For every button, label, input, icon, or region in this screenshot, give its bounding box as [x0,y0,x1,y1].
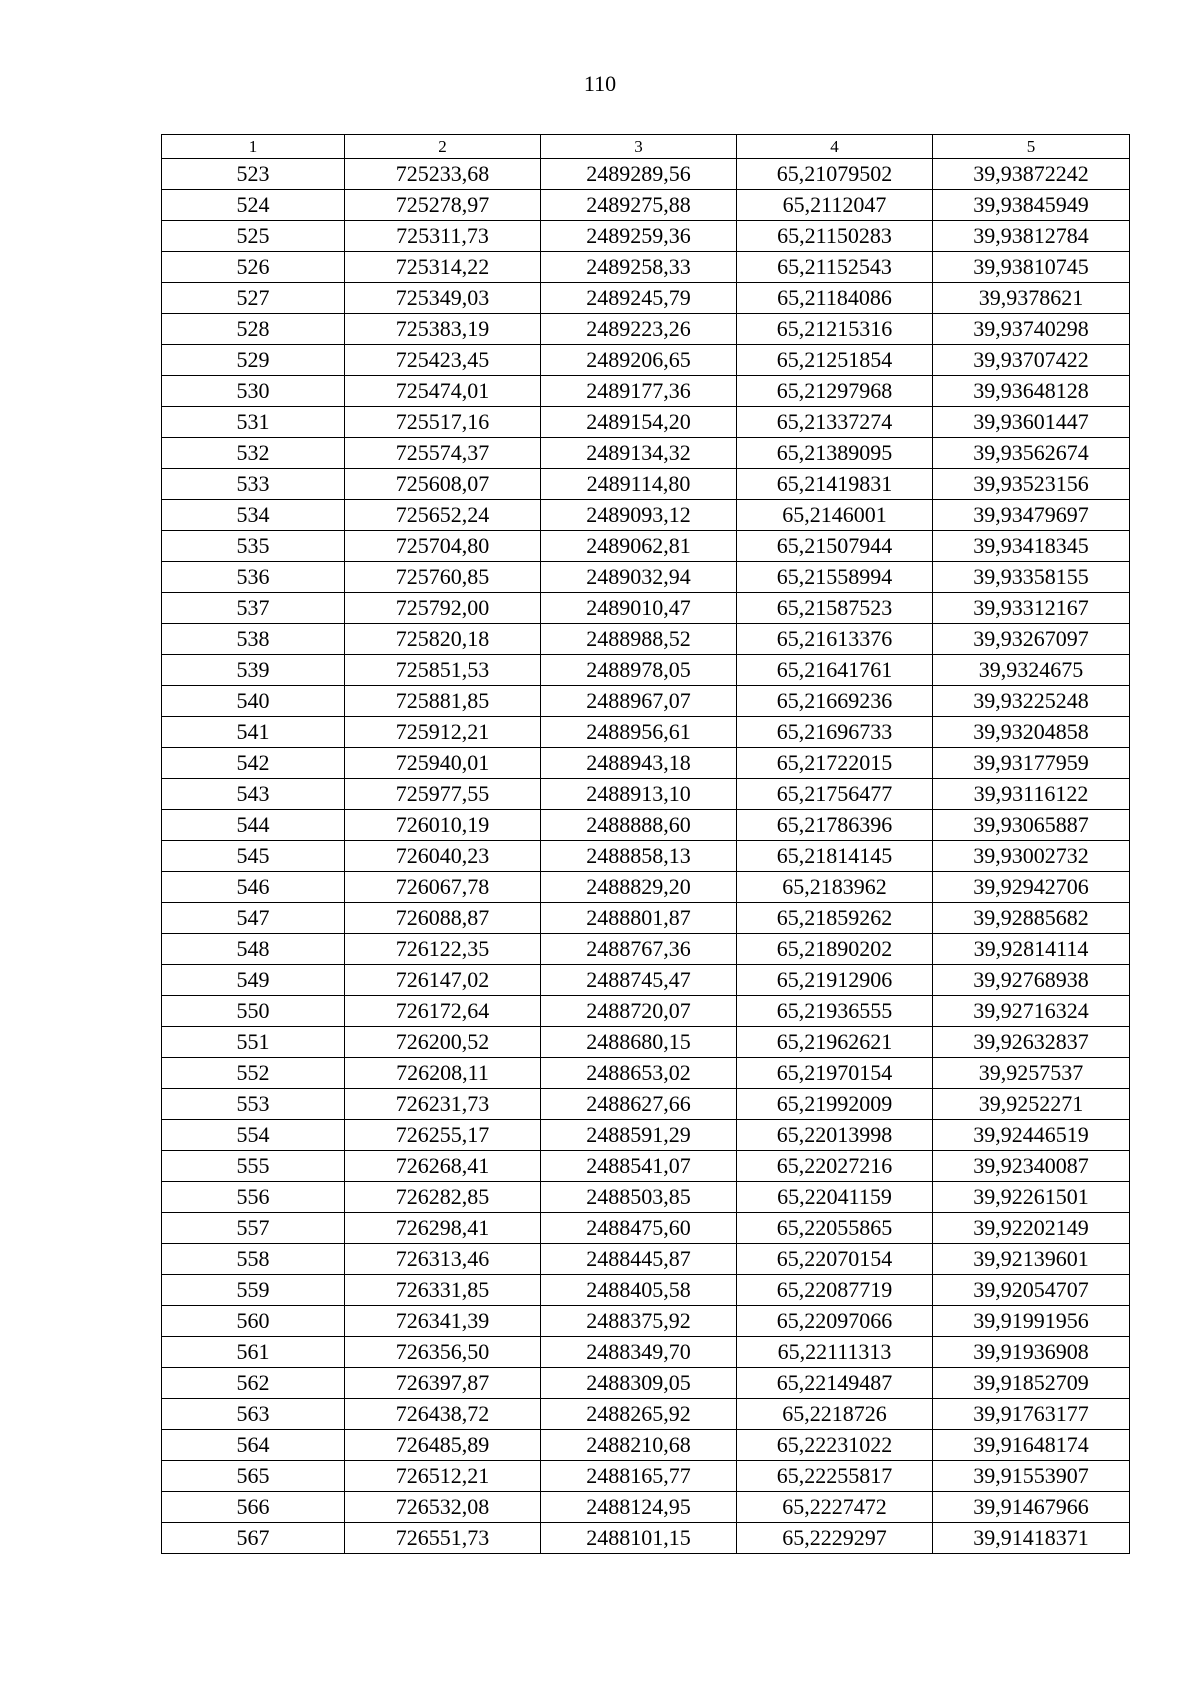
table-cell: 65,22027216 [737,1151,933,1182]
table-row [162,283,1130,314]
table-cell: 65,22149487 [737,1368,933,1399]
table-cell: 554 [162,1120,345,1151]
table-cell: 65,22255817 [737,1461,933,1492]
table-cell: 531 [162,407,345,438]
table-cell: 39,93065887 [933,810,1130,841]
table-cell: 39,91936908 [933,1337,1130,1368]
table-cell: 726298,41 [345,1213,541,1244]
table-cell: 557 [162,1213,345,1244]
table-cell: 39,92885682 [933,903,1130,934]
table-row [162,1182,1130,1213]
table-cell: 529 [162,345,345,376]
table-cell: 39,93872242 [933,159,1130,190]
table-cell: 2488858,13 [541,841,737,872]
table-cell: 39,91648174 [933,1430,1130,1461]
table-cell: 2488988,52 [541,624,737,655]
table-cell: 538 [162,624,345,655]
table-row [162,1461,1130,1492]
table-cell: 65,21859262 [737,903,933,934]
table-cell: 65,21297968 [737,376,933,407]
table-cell: 2488943,18 [541,748,737,779]
table-cell: 2488680,15 [541,1027,737,1058]
table-row [162,1151,1130,1182]
table-cell: 39,93740298 [933,314,1130,345]
table-cell: 548 [162,934,345,965]
table-cell: 2489258,33 [541,252,737,283]
column-header: 4 [737,135,933,159]
table-cell: 726088,87 [345,903,541,934]
table-row [162,624,1130,655]
table-cell: 565 [162,1461,345,1492]
table-cell: 65,22055865 [737,1213,933,1244]
table-cell: 530 [162,376,345,407]
table-cell: 39,93845949 [933,190,1130,221]
table-cell: 65,21912906 [737,965,933,996]
table-cell: 39,92261501 [933,1182,1130,1213]
table-cell: 2488956,61 [541,717,737,748]
table-row [162,810,1130,841]
table-cell: 39,92340087 [933,1151,1130,1182]
table-cell: 523 [162,159,345,190]
table-cell: 2489275,88 [541,190,737,221]
table-cell: 547 [162,903,345,934]
table-cell: 65,21786396 [737,810,933,841]
table-cell: 2489093,12 [541,500,737,531]
table-cell: 532 [162,438,345,469]
table-cell: 2489223,26 [541,314,737,345]
table-cell: 39,92716324 [933,996,1130,1027]
table-cell: 2489259,36 [541,221,737,252]
table-cell: 65,21756477 [737,779,933,810]
table-cell: 39,93523156 [933,469,1130,500]
table-cell: 65,22097066 [737,1306,933,1337]
table-cell: 725940,01 [345,748,541,779]
table-cell: 2488801,87 [541,903,737,934]
table-cell: 39,92202149 [933,1213,1130,1244]
table-cell: 2489032,94 [541,562,737,593]
table-cell: 2488405,58 [541,1275,737,1306]
table-cell: 552 [162,1058,345,1089]
table-cell: 725349,03 [345,283,541,314]
table-cell: 528 [162,314,345,345]
table-body [162,159,1130,1554]
table-cell: 2488349,70 [541,1337,737,1368]
table-cell: 65,2146001 [737,500,933,531]
table-cell: 542 [162,748,345,779]
table-cell: 726331,85 [345,1275,541,1306]
table-cell: 726313,46 [345,1244,541,1275]
table-cell: 65,21970154 [737,1058,933,1089]
table-cell: 2488101,15 [541,1523,737,1554]
table-row [162,500,1130,531]
table-cell: 39,92942706 [933,872,1130,903]
table-row [162,779,1130,810]
table-row [162,903,1130,934]
table-row [162,469,1130,500]
table-cell: 726010,19 [345,810,541,841]
column-header: 1 [162,135,345,159]
table-cell: 535 [162,531,345,562]
table-row [162,159,1130,190]
table-cell: 65,22041159 [737,1182,933,1213]
table-cell: 65,22070154 [737,1244,933,1275]
table-cell: 725233,68 [345,159,541,190]
table-cell: 562 [162,1368,345,1399]
table-row [162,221,1130,252]
table-cell: 65,21558994 [737,562,933,593]
table-cell: 533 [162,469,345,500]
table-cell: 2489134,32 [541,438,737,469]
table-cell: 39,93479697 [933,500,1130,531]
page-number: 110 [583,71,617,96]
table-cell: 65,21419831 [737,469,933,500]
table-cell: 2488475,60 [541,1213,737,1244]
table-cell: 726122,35 [345,934,541,965]
table-cell: 726512,21 [345,1461,541,1492]
table-cell: 2488913,10 [541,779,737,810]
table-cell: 39,9378621 [933,283,1130,314]
table-row [162,748,1130,779]
table-cell: 2488591,29 [541,1120,737,1151]
table-row [162,1027,1130,1058]
table-row [162,934,1130,965]
table-cell: 725311,73 [345,221,541,252]
table-cell: 39,91467966 [933,1492,1130,1523]
table-row [162,1275,1130,1306]
table-cell: 2488888,60 [541,810,737,841]
table-cell: 39,91852709 [933,1368,1130,1399]
table-cell: 39,9252271 [933,1089,1130,1120]
table-cell: 65,22087719 [737,1275,933,1306]
table-cell: 39,93312167 [933,593,1130,624]
table-cell: 39,93707422 [933,345,1130,376]
table-row [162,376,1130,407]
table-cell: 39,93418345 [933,531,1130,562]
table-cell: 65,21669236 [737,686,933,717]
table-row [162,593,1130,624]
table-cell: 2488309,05 [541,1368,737,1399]
table-cell: 65,21507944 [737,531,933,562]
table-cell: 725820,18 [345,624,541,655]
table-cell: 726397,87 [345,1368,541,1399]
table-cell: 560 [162,1306,345,1337]
table-cell: 2488653,02 [541,1058,737,1089]
table-row [162,1058,1130,1089]
table-cell: 39,93225248 [933,686,1130,717]
table-cell: 555 [162,1151,345,1182]
table-row [162,1492,1130,1523]
table-cell: 539 [162,655,345,686]
table-cell: 39,92446519 [933,1120,1130,1151]
table-cell: 2489177,36 [541,376,737,407]
table-cell: 726282,85 [345,1182,541,1213]
table-cell: 725704,80 [345,531,541,562]
table-cell: 2488627,66 [541,1089,737,1120]
table-cell: 725517,16 [345,407,541,438]
table-cell: 2488978,05 [541,655,737,686]
table-cell: 39,93810745 [933,252,1130,283]
table-cell: 725652,24 [345,500,541,531]
table-cell: 39,93204858 [933,717,1130,748]
table-cell: 726067,78 [345,872,541,903]
table-cell: 65,21613376 [737,624,933,655]
table-cell: 564 [162,1430,345,1461]
table-cell: 726551,73 [345,1523,541,1554]
table-cell: 65,21150283 [737,221,933,252]
table-cell: 525 [162,221,345,252]
table-cell: 65,21936555 [737,996,933,1027]
table-cell: 39,91763177 [933,1399,1130,1430]
table-cell: 39,9257537 [933,1058,1130,1089]
table-cell: 39,93267097 [933,624,1130,655]
table-cell: 725423,45 [345,345,541,376]
table-cell: 39,91991956 [933,1306,1130,1337]
table-cell: 726255,17 [345,1120,541,1151]
table-cell: 551 [162,1027,345,1058]
table-cell: 546 [162,872,345,903]
table-cell: 2488210,68 [541,1430,737,1461]
table-cell: 2488375,92 [541,1306,737,1337]
table-cell: 65,21152543 [737,252,933,283]
table-cell: 2488445,87 [541,1244,737,1275]
table-cell: 726040,23 [345,841,541,872]
table-cell: 65,2218726 [737,1399,933,1430]
table-cell: 2489154,20 [541,407,737,438]
table-cell: 527 [162,283,345,314]
table-cell: 537 [162,593,345,624]
table-cell: 726438,72 [345,1399,541,1430]
table-row [162,345,1130,376]
table-cell: 553 [162,1089,345,1120]
table-cell: 65,21722015 [737,748,933,779]
table-cell: 725792,00 [345,593,541,624]
table-cell: 2489289,56 [541,159,737,190]
table-row [162,1089,1130,1120]
table-cell: 39,93002732 [933,841,1130,872]
table-row [162,438,1130,469]
table-cell: 726172,64 [345,996,541,1027]
table-cell: 39,92054707 [933,1275,1130,1306]
table-cell: 726485,89 [345,1430,541,1461]
table-cell: 725608,07 [345,469,541,500]
table-cell: 559 [162,1275,345,1306]
table-cell: 543 [162,779,345,810]
table-cell: 65,21337274 [737,407,933,438]
table-cell: 524 [162,190,345,221]
table-cell: 39,91418371 [933,1523,1130,1554]
table-row [162,407,1130,438]
table-cell: 536 [162,562,345,593]
table-cell: 556 [162,1182,345,1213]
table-cell: 39,93358155 [933,562,1130,593]
table-cell: 725912,21 [345,717,541,748]
table-cell: 65,21962621 [737,1027,933,1058]
table-cell: 2488503,85 [541,1182,737,1213]
table-row [162,314,1130,345]
coordinates-table [161,134,1130,1554]
table-row [162,1244,1130,1275]
table-cell: 526 [162,252,345,283]
table-row [162,655,1130,686]
table-cell: 726341,39 [345,1306,541,1337]
table-cell: 567 [162,1523,345,1554]
column-header: 2 [345,135,541,159]
table-cell: 65,21215316 [737,314,933,345]
table-cell: 725760,85 [345,562,541,593]
table-cell: 566 [162,1492,345,1523]
table-cell: 725977,55 [345,779,541,810]
table-cell: 2489206,65 [541,345,737,376]
table-cell: 65,22013998 [737,1120,933,1151]
table-row [162,717,1130,748]
table-header [162,135,1130,159]
table-cell: 39,93601447 [933,407,1130,438]
table-row [162,1399,1130,1430]
table-row [162,1306,1130,1337]
table-cell: 563 [162,1399,345,1430]
table-cell: 65,22231022 [737,1430,933,1461]
table-cell: 2488767,36 [541,934,737,965]
table-row [162,872,1130,903]
table-cell: 65,21251854 [737,345,933,376]
table-cell: 550 [162,996,345,1027]
table-cell: 726231,73 [345,1089,541,1120]
table-cell: 65,2183962 [737,872,933,903]
table-cell: 534 [162,500,345,531]
header-row [162,135,1130,159]
table-cell: 39,93812784 [933,221,1130,252]
table-cell: 65,21814145 [737,841,933,872]
table-cell: 65,21696733 [737,717,933,748]
table-row [162,1368,1130,1399]
table-cell: 65,2227472 [737,1492,933,1523]
table-cell: 2488265,92 [541,1399,737,1430]
table-cell: 725851,53 [345,655,541,686]
table-row [162,1337,1130,1368]
table-row [162,1430,1130,1461]
table-cell: 2488541,07 [541,1151,737,1182]
table-cell: 726208,11 [345,1058,541,1089]
table-cell: 39,92139601 [933,1244,1130,1275]
table-cell: 725278,97 [345,190,541,221]
table-cell: 2488829,20 [541,872,737,903]
table-cell: 725314,22 [345,252,541,283]
table-cell: 2489114,80 [541,469,737,500]
table-cell: 726356,50 [345,1337,541,1368]
table-cell: 725474,01 [345,376,541,407]
table-cell: 39,91553907 [933,1461,1130,1492]
table-cell: 65,21641761 [737,655,933,686]
table-cell: 561 [162,1337,345,1368]
table-cell: 39,93177959 [933,748,1130,779]
table-row [162,190,1130,221]
table-cell: 545 [162,841,345,872]
table-cell: 726268,41 [345,1151,541,1182]
table-cell: 65,21890202 [737,934,933,965]
table-cell: 2488165,77 [541,1461,737,1492]
table-cell: 726147,02 [345,965,541,996]
table-cell: 2488124,95 [541,1492,737,1523]
table-cell: 2488745,47 [541,965,737,996]
table-cell: 65,2112047 [737,190,933,221]
table-cell: 2489010,47 [541,593,737,624]
table-cell: 65,21992009 [737,1089,933,1120]
table-cell: 39,9324675 [933,655,1130,686]
table-cell: 2489062,81 [541,531,737,562]
table-cell: 65,21389095 [737,438,933,469]
table-cell: 2488720,07 [541,996,737,1027]
table-cell: 39,92814114 [933,934,1130,965]
table-row [162,1120,1130,1151]
table-cell: 541 [162,717,345,748]
table-cell: 549 [162,965,345,996]
table-cell: 65,21184086 [737,283,933,314]
table-row [162,965,1130,996]
table-cell: 39,93116122 [933,779,1130,810]
table-cell: 39,92768938 [933,965,1130,996]
column-header: 5 [933,135,1130,159]
table-cell: 2489245,79 [541,283,737,314]
table-row [162,531,1130,562]
table-cell: 726200,52 [345,1027,541,1058]
table-cell: 65,21079502 [737,159,933,190]
table-cell: 544 [162,810,345,841]
table-cell: 2488967,07 [541,686,737,717]
table-cell: 39,93562674 [933,438,1130,469]
table-cell: 558 [162,1244,345,1275]
table-cell: 39,92632837 [933,1027,1130,1058]
table-cell: 725881,85 [345,686,541,717]
table-row [162,1213,1130,1244]
table-cell: 725574,37 [345,438,541,469]
table-cell: 725383,19 [345,314,541,345]
table-cell: 726532,08 [345,1492,541,1523]
table-cell: 65,2229297 [737,1523,933,1554]
table-cell: 540 [162,686,345,717]
column-header: 3 [541,135,737,159]
table-row [162,996,1130,1027]
table-row [162,686,1130,717]
table-row [162,1523,1130,1554]
table-row [162,252,1130,283]
table-cell: 39,93648128 [933,376,1130,407]
table-row [162,841,1130,872]
table-cell: 65,21587523 [737,593,933,624]
table-cell: 65,22111313 [737,1337,933,1368]
table-row [162,562,1130,593]
